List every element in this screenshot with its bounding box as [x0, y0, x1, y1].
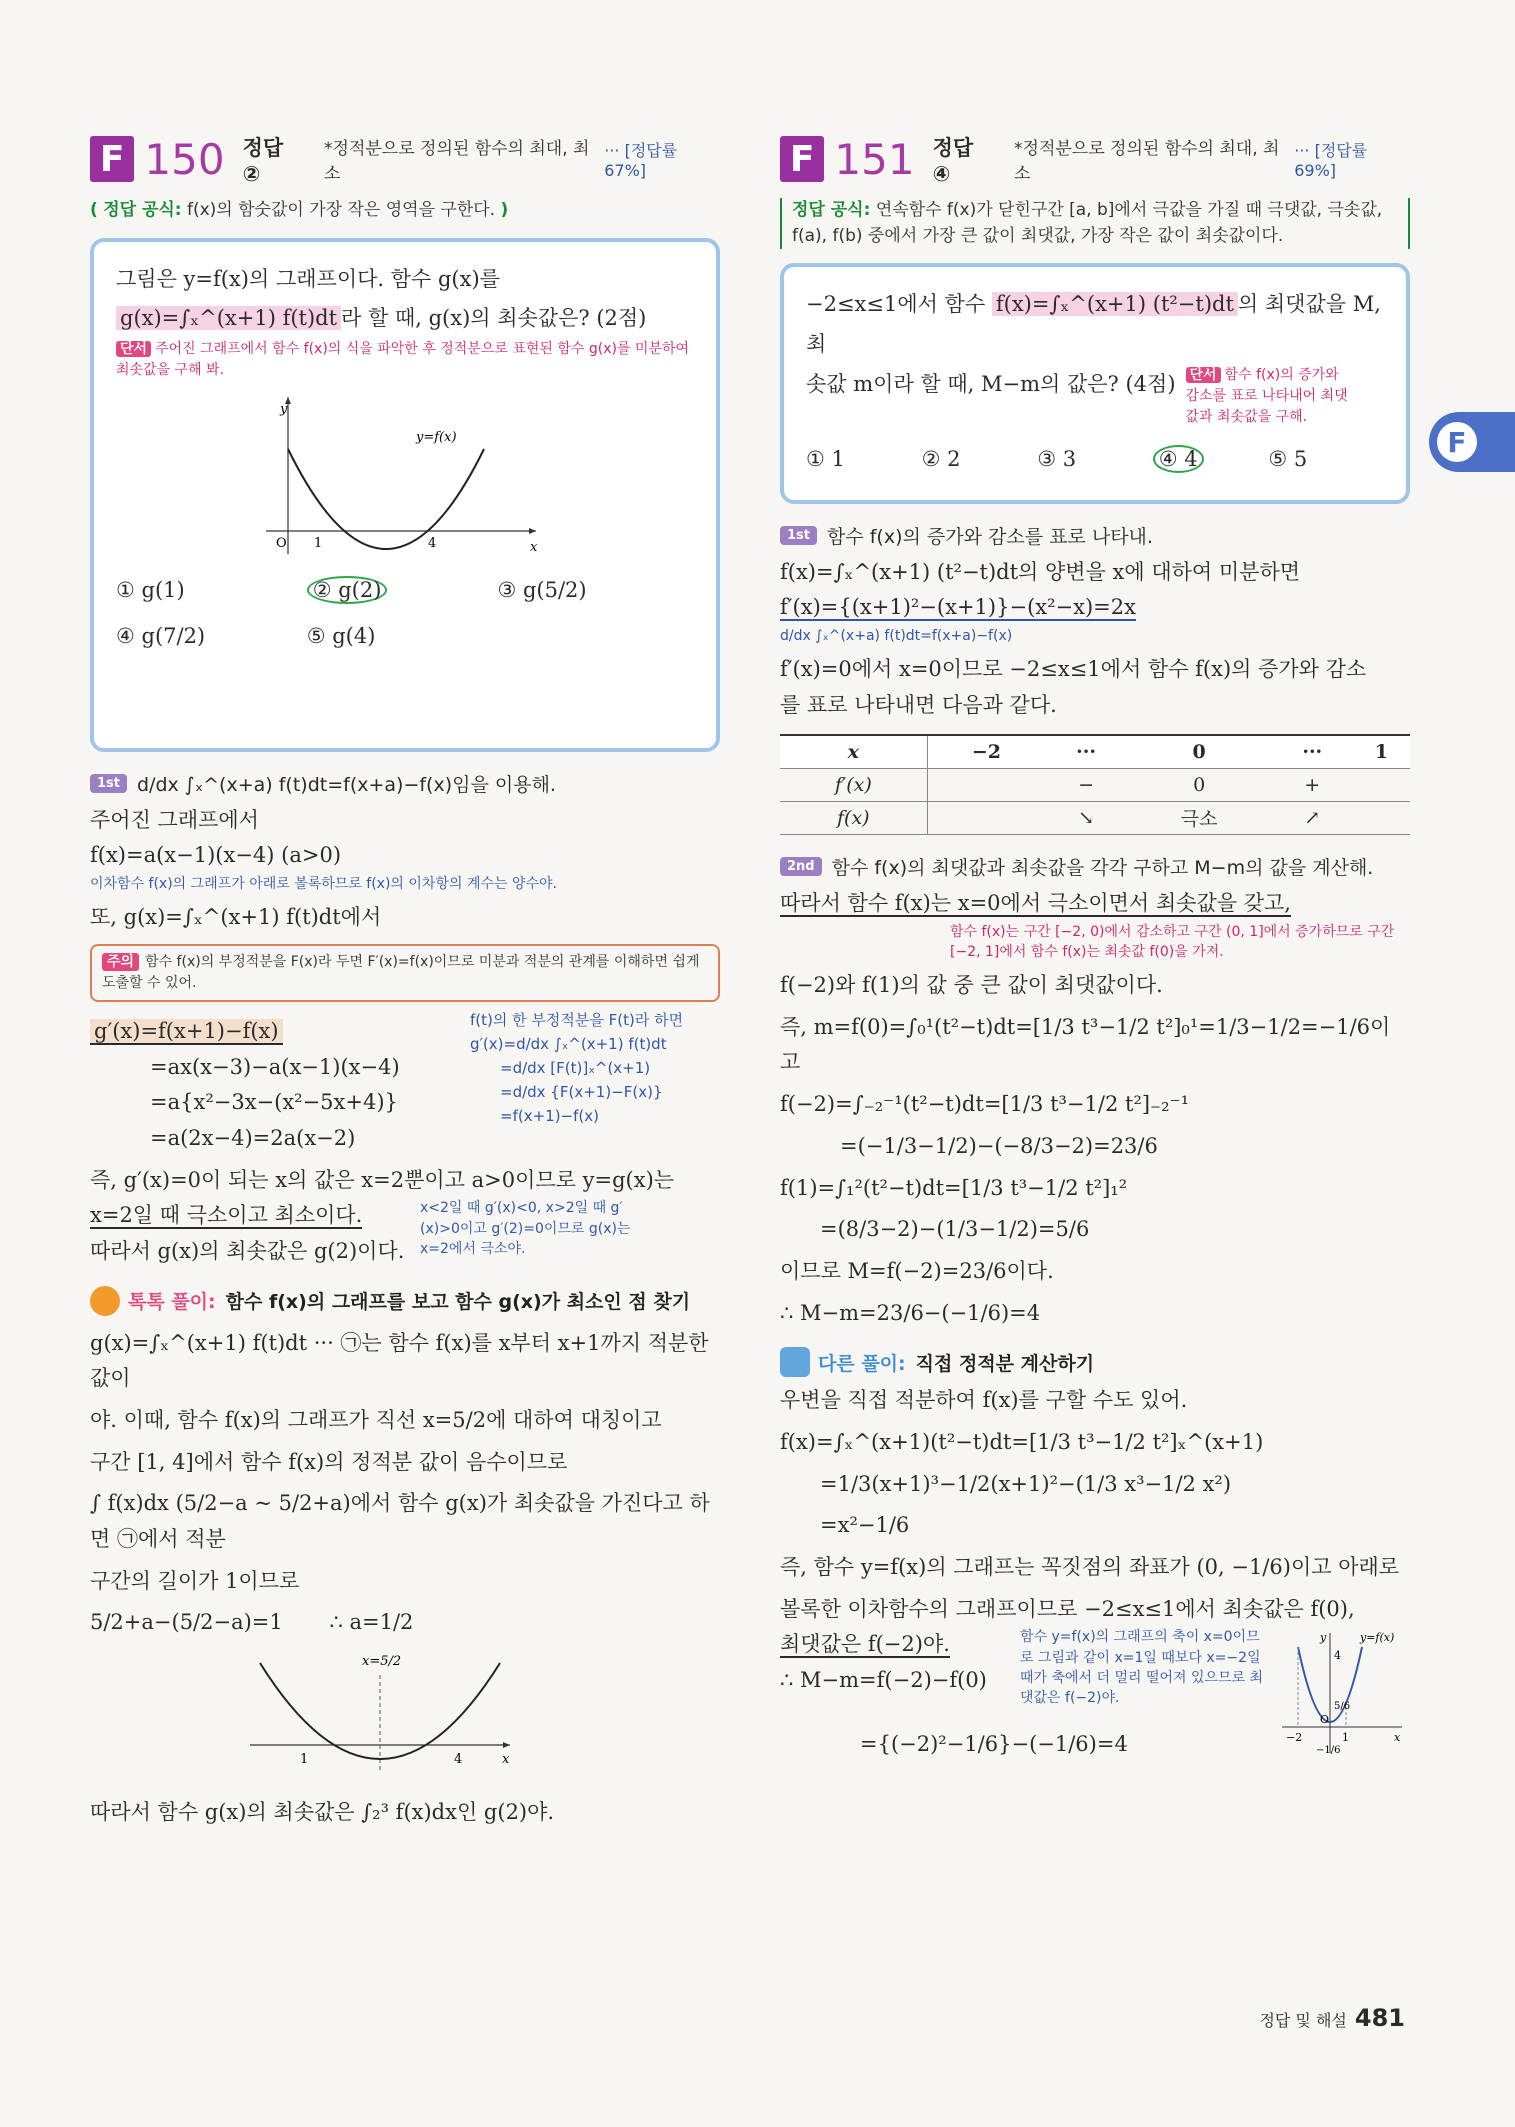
solution-line: f(−2)와 f(1)의 값 중 큰 값이 최댓값이다.	[780, 973, 1163, 998]
caution-box: 주의 함수 f(x)의 부정적분을 F(x)라 두면 F′(x)=f(x)이므로 미분과 적분의 관계를 이해하면 쉽게 도출할 수 있어.	[90, 944, 720, 1002]
question-text: 그림은 y=f(x)의 그래프이다. 함수 g(x)를 g(x)=∫ₓ^(x+1) f(t)dt 라 할 때, g(x)의 최솟값은? (2점)	[116, 266, 647, 331]
problem-150-header	[90, 130, 720, 188]
x-axis-label: x	[530, 540, 538, 556]
solution-line: 구간의 길이가 1이므로	[90, 1568, 300, 1593]
side-note: d/dx ∫ₓ^(x+a) f(t)dt=f(x+a)−f(x)	[780, 628, 1013, 645]
curve-label: y=f(x)	[416, 430, 457, 446]
answer-formula: 정답 공식: 연속함수 f(x)가 닫힌구간 [a, b]에서 극값을 가질 때 극댓값, 극솟값, f(a), f(b) 중에서 가장 큰 값이 최댓값, 가장 작은 값이 최솟값이다.	[780, 198, 1410, 249]
choice-4[interactable]: ④ g(7/2)	[116, 624, 206, 649]
solution-line: f(x)=∫ₓ^(x+1)(t²−t)dt=[1/3 t³−1/2 t²]ₓ^(x+1)	[780, 1429, 1264, 1454]
svg-text:O: O	[1320, 1713, 1330, 1727]
derivative-line: g′(x)=f(x+1)−f(x)	[90, 1019, 283, 1045]
svg-text:5/6: 5/6	[1334, 1701, 1351, 1713]
conclusion-line: 따라서 함수 g(x)의 최솟값은 ∫₂³ f(x)dx인 g(2)야.	[90, 1800, 555, 1825]
problem-150: F 150 정답 ② *정적분으로 정의된 함수의 최대, 최소 ··· [정답률 67%] ( 정답 공식: f(x)의 함숫값이 가장 작은 영역을 구한다. ) 그림은 y=f(x)의 그래프이다. 함수 g(x)를 g(x)=∫ₓ^(x+1) f(t)dt 라 할 때, g(x)의 최솟값은? (2점) 단서 주어진 그래프에서 함수 f(x)의 식을 파악한 후 정적분으로 표현된 함수 g(x)를 미분하여 최솟값을 구해 봐. y x y=f(x) O 1 4 ① g(1) ② g(2) ③ g(5/2) ④ g(7/2) ⑤ g(4) 1st d/dx ∫ₓ^(x+a) f(t)dt=f(x+a)−f(x)임을 이용해. 주어진 그래프에서 f(x)=a(x−1)(x−4) (a>0) 이차함수 f(x)의 그래프가 아래로 볼록하므로 f(x)의 이차항의 계수는 양수야. 또, g(x)=∫ₓ^(x+1) f(t)dt에서 주의 함수 f(x)의 부정적분을 F(x)라 두면 F′(x)=f(x)이므로 미분과 적분의 관계를 이해하면 쉽게 도출할 수 있어. g′(x)=f(x+1)−f(x) =ax(x−3)−a(x−1)(x−4) =a{x²−3x−(x²−5x+4)} =a(2x−4)=2a(x−2) f(t)의 한 부정적분을 F(t)라 하면 g′(x)=d/dx ∫ₓ^(x+1) f(t)dt =d/dx [F(t)]ₓ^(x+1) =d/dx {F(x+1)−F(x)} =f(x+1)−f(x) 즉, g′(x)=0이 되는 x의 값은 x=2뿐이고 a>0이므로 y=g(x)는 x=2일 때 극소이고 최소이다. 따라서 g(x)의 최솟값은 g(2)이다. x<2일 때 g′(x)<0, x>2일 때 g′(x)>0이고 g′(2)=0이므로 g(x)는 x=2에서 극소야. 톡톡 풀이: 함수 f(x)의 그래프를 보고 함수 g(x)가 최소인 점 찾기 g(x)=∫ₓ^(x+1) f(t)dt ··· ㉠는 함수 f(x)를 x부터 x+1까지 적분한 값이 야. 이때, 함수 f(x)의 그래프가 직선 x=5/2에 대하여 대칭이고 구간 [1, 4]에서 함수 f(x)의 정적분 값이 음수이므로 ∫ f(x)dx (5/2−a ~ 5/2+a)에서 함수 g(x)가 최솟값을 가진다고 하면 ㉠에서 적분 구간의 길이가 1이므로 5/2+a−(5/2−a)=1 ∴ a=1/2 x=5/2 x 1 4 따라서 함수 g(x)의 최솟값은 ∫₂³ f(x)dx인 g(2)야.	[90, 130, 720, 1831]
table-row: f(x) ↘ 극소 ↗	[780, 801, 1410, 834]
symmetry-graph	[240, 1645, 520, 1785]
hint-note: 단서 주어진 그래프에서 함수 f(x)의 식을 파악한 후 정적분으로 표현된 함수 g(x)를 미분하여 최솟값을 구해 봐.	[116, 341, 690, 379]
choice-2[interactable]: ② g(2)	[307, 567, 498, 613]
svg-text:x: x	[1394, 1731, 1401, 1745]
solution-line: 5/2+a−(5/2−a)=1 ∴ a=1/2	[90, 1610, 414, 1635]
accuracy-rate: ··· [정답률 69%]	[1294, 141, 1368, 180]
solution-line: 즉, g′(x)=0이 되는 x의 값은 x=2뿐이고 a>0이므로 y=g(x)는	[90, 1167, 675, 1192]
solution-line: 즉, m=f(0)=∫₀¹(t²−t)dt=[1/3 t³−1/2 t²]₀¹=1/3−1/2=−1/6이고	[780, 1014, 1391, 1075]
solution-line: 즉, 함수 y=f(x)의 그래프는 꼭짓점의 좌표가 (0, −1/6)이고 아래로	[780, 1555, 1400, 1580]
solution-line: f(x)=a(x−1)(x−4) (a>0)	[90, 843, 342, 868]
chapter-side-tab[interactable]: F	[1429, 412, 1515, 472]
solution-line: =x²−1/6	[820, 1513, 910, 1538]
solution-line: ∫ f(x)dx (5/2−a ~ 5/2+a)에서 함수 g(x)가 최솟값을 가진다고 하면 ㉠에서 적분	[90, 1491, 710, 1552]
conclusion-line: ={(−2)²−1/6}−(−1/6)=4	[860, 1732, 1128, 1757]
origin-label: O	[276, 536, 287, 552]
choice-3[interactable]: ③ 3	[1037, 446, 1077, 471]
svg-text:−1/6: −1/6	[1316, 1745, 1341, 1757]
chapter-badge: F	[90, 136, 134, 182]
choice-1[interactable]: ① g(1)	[116, 578, 185, 603]
tick-4: 4	[428, 536, 437, 552]
solution-line: f(1)=∫₁²(t²−t)dt=[1/3 t³−1/2 t²]₁²	[780, 1175, 1128, 1200]
question-box	[90, 238, 720, 752]
question-box: −2≤x≤1에서 함수 f(x)=∫ₓ^(x+1) (t²−t)dt 의 최댓값을 M, 최 솟값 m이라 할 때, M−m의 값은? (4점) 단서 함수 f(x)의 증가와 감소를 표로 나타내어 최댓값과 최솟값을 구해. ① 1 ② 2 ③ 3 ④ 4 ⑤ 5	[780, 263, 1410, 504]
solution-line: 우변을 직접 적분하여 f(x)를 구할 수도 있어.	[780, 1388, 1188, 1413]
derivative-line: f′(x)={(x+1)²−(x+1)}−(x²−x)=2x	[780, 595, 1136, 620]
problem-number: 151	[834, 134, 915, 184]
small-parabola-graph	[1276, 1627, 1406, 1757]
page-number: 481	[1354, 2004, 1405, 2032]
alternative-solution-header: 다른 풀이: 직접 정적분 계산하기	[780, 1347, 1410, 1377]
choices	[806, 436, 1384, 482]
tick-1: 1	[314, 536, 323, 552]
solution-line: =1/3(x+1)³−1/2(x+1)²−(1/3 x³−1/2 x²)	[820, 1471, 1232, 1496]
sign-table	[780, 734, 1410, 835]
side-note: 함수 y=f(x)의 그래프의 축이 x=0이므로 그림과 같이 x=1일 때보다 x=−2일 때가 축에서 더 멀리 떨어져 있으므로 최댓값은 f(−2)야.	[1020, 1629, 1264, 1707]
solution-line: 야. 이때, 함수 f(x)의 그래프가 직선 x=5/2에 대하여 대칭이고	[90, 1408, 662, 1433]
choice-1[interactable]: ① 1	[806, 446, 845, 471]
derivation-block: g′(x)=f(x+1)−f(x) =ax(x−3)−a(x−1)(x−4) =a{x²−3x−(x²−5x+4)} =a(2x−4)=2a(x−2) f(t)의 한 부정적분을 F(t)라 하면 g′(x)=d/dx ∫ₓ^(x+1) f(t)dt =d/dx [F(t)]ₓ^(x+1) =d/dx {F(x+1)−F(x)} =f(x+1)−f(x)	[90, 1008, 720, 1157]
problem-151-header	[780, 130, 1410, 188]
solution-line: f(−2)=∫₋₂⁻¹(t²−t)dt=[1/3 t³−1/2 t²]₋₂⁻¹	[780, 1092, 1190, 1117]
table-row: f′(x) − 0 +	[780, 768, 1410, 801]
side-note: x<2일 때 g′(x)<0, x>2일 때 g′(x)>0이고 g′(2)=0이므로 g(x)는 x=2에서 극소야.	[420, 1200, 631, 1257]
step-2nd: 2nd 함수 f(x)의 최댓값과 최솟값을 각각 구하고 M−m의 값을 계산해.	[780, 853, 1410, 880]
y-axis-label: y	[280, 402, 288, 418]
problem-151: F 151 정답 ④ *정적분으로 정의된 함수의 최대, 최소 ··· [정답률 69%] 정답 공식: 연속함수 f(x)가 닫힌구간 [a, b]에서 극값을 가질 때 극댓값, 극솟값, f(a), f(b) 중에서 가장 큰 값이 최댓값, 가장 작은 값이 최솟값이다. −2≤x≤1에서 함수 f(x)=∫ₓ^(x+1) (t²−t)dt 의 최댓값을 M, 최 솟값 m이라 할 때, M−m의 값은? (4점) 단서 함수 f(x)의 증가와 감소를 표로 나타내어 최댓값과 최솟값을 구해. ① 1 ② 2 ③ 3 ④ 4 ⑤ 5 1st 함수 f(x)의 증가와 감소를 표로 나타내. f(x)=∫ₓ^(x+1) (t²−t)dt의 양변을 x에 대하여 미분하면 f′(x)={(x+1)²−(x+1)}−(x²−x)=2x d/dx ∫ₓ^(x+a) f(t)dt=f(x+a)−f(x) f′(x)=0에서 x=0이므로 −2≤x≤1에서 함수 f(x)의 증가와 감소 를 표로 나타내면 다음과 같다. x −2 ··· 0 ··· 1 f′(x) − 0 + f(x) ↘ 극소 ↗ 2nd 함수 f(x)의 최댓값과 최솟값을 각각 구하고 M−m의 값을 계산해. 따라서 함수 f(x)는 x=0에서 극소이면서 최솟값을 갖고, 함수 f(x)는 구간 [−2, 0)에서 감소하고 구간 (0, 1]에서 증가하므로 구간 [−2, 1]에서 함수 f(x)는 최솟값 f(0)을 가져. f(−2)와 f(1)의 값 중 큰 값이 최댓값이다. 즉, m=f(0)=∫₀¹(t²−t)dt=[1/3 t³−1/2 t²]₀¹=1/3−1/2=−1/6이고 f(−2)=∫₋₂⁻¹(t²−t)dt=[1/3 t³−1/2 t²]₋₂⁻¹ =(−1/3−1/2)−(−8/3−2)=23/6 f(1)=∫₁²(t²−t)dt=[1/3 t³−1/2 t²]₁² =(8/3−2)−(1/3−1/2)=5/6 이므로 M=f(−2)=23/6이다. ∴ M−m=23/6−(−1/6)=4 다른 풀이: 직접 정적분 계산하기 우변을 직접 적분하여 f(x)를 구할 수도 있어. f(x)=∫ₓ^(x+1)(t²−t)dt=[1/3 t³−1/2 t²]ₓ^(x+1) =1/3(x+1)³−1/2(x+1)²−(1/3 x³−1/2 x²) =x²−1/6 즉, 함수 y=f(x)의 그래프는 꼭짓점의 좌표가 (0, −1/6)이고 아래로 볼록한 이차함수의 그래프이므로 −2≤x≤1에서 최솟값은 f(0), 최댓값은 f(−2)야. ∴ M−m=f(−2)−f(0) 함수 y=f(x)의 그래프의 축이 x=0이므로 그림과 같이 x=1일 때보다 x=−2일 때가 축에서 더 멀리 떨어져 있으므로 최댓값은 f(−2)야. y y=f(x) 4 5/6 O −2 1 −1/6 x ={(−2)²−1/6}−(−1/6)=4	[780, 130, 1410, 1763]
step-1st: 1st d/dx ∫ₓ^(x+a) f(t)dt=f(x+a)−f(x)임을 이용해.	[90, 770, 720, 797]
solution-line: g(x)=∫ₓ^(x+1) f(t)dt ··· ㉠는 함수 f(x)를 x부터 x+1까지 적분한 값이	[90, 1330, 709, 1391]
solution-line: 주어진 그래프에서	[90, 807, 259, 832]
choice-5[interactable]: ⑤ 5	[1268, 446, 1308, 471]
choice-3[interactable]: ③ g(5/2)	[497, 578, 587, 603]
parabola-graph	[246, 389, 546, 559]
svg-text:4: 4	[1334, 1649, 1341, 1663]
answer-label: 정답 ④	[932, 136, 974, 186]
solution-line: 이므로 M=f(−2)=23/6이다.	[780, 1258, 1054, 1283]
conclusion-line: ∴ M−m=23/6−(−1/6)=4	[780, 1300, 1041, 1325]
chapter-badge: F	[780, 136, 824, 182]
tick-4: 4	[454, 1752, 463, 1768]
lightbulb-icon	[90, 1286, 120, 1316]
solution-line: f′(x)=0에서 x=0이므로 −2≤x≤1에서 함수 f(x)의 증가와 감소	[780, 657, 1367, 682]
topic-label: *정적분으로 정의된 함수의 최대, 최소	[1014, 139, 1280, 184]
solution-line: 를 표로 나타내면 다음과 같다.	[780, 693, 1057, 718]
choice-5[interactable]: ⑤ g(4)	[306, 624, 376, 649]
problem-number: 150	[144, 134, 225, 184]
choice-2[interactable]: ② 2	[921, 446, 961, 471]
tick-1: 1	[300, 1752, 309, 1768]
footer-label: 정답 및 해설	[1259, 2011, 1347, 2030]
side-note: 이차함수 f(x)의 그래프가 아래로 볼록하므로 f(x)의 이차항의 계수는 양수야.	[90, 875, 557, 892]
answer-label: 정답 ②	[242, 136, 284, 186]
solution-line: f(x)=∫ₓ^(x+1) (t²−t)dt의 양변을 x에 대하여 미분하면	[780, 559, 1301, 584]
answer-formula: ( 정답 공식: f(x)의 함숫값이 가장 작은 영역을 구한다. )	[90, 200, 509, 220]
solution-line: 구간 [1, 4]에서 함수 f(x)의 정적분 값이 음수이므로	[90, 1449, 568, 1474]
solution-line: 또, g(x)=∫ₓ^(x+1) f(t)dt에서	[90, 905, 382, 930]
solution-line: =(8/3−2)−(1/3−1/2)=5/6	[820, 1217, 1090, 1242]
hand-icon	[780, 1347, 810, 1377]
svg-text:−2: −2	[1286, 1731, 1303, 1745]
page-footer	[1259, 2004, 1405, 2032]
choice-4[interactable]: ④ 4	[1153, 436, 1269, 482]
hint-note: 단서 함수 f(x)의 증가와 감소를 표로 나타내어 최댓값과 최솟값을 구해.	[1185, 366, 1348, 425]
quick-solution-header: 톡톡 풀이: 함수 f(x)의 그래프를 보고 함수 g(x)가 최소인 점 찾기	[90, 1286, 720, 1316]
x-axis-label: x	[502, 1752, 510, 1768]
axis-label: x=5/2	[362, 1654, 402, 1670]
question-text: −2≤x≤1에서 함수 f(x)=∫ₓ^(x+1) (t²−t)dt 의 최댓값을 M, 최	[806, 292, 1381, 356]
svg-text:y=f(x): y=f(x)	[1360, 1631, 1395, 1645]
choices	[116, 567, 694, 659]
solution-line: 볼록한 이차함수의 그래프이므로 −2≤x≤1에서 최솟값은 f(0),	[780, 1596, 1355, 1621]
svg-text:y: y	[1320, 1631, 1327, 1645]
svg-text:1: 1	[1342, 1731, 1349, 1745]
antiderivative-note: f(t)의 한 부정적분을 F(t)라 하면 g′(x)=d/dx ∫ₓ^(x+1) f(t)dt =d/dx [F(t)]ₓ^(x+1) =d/dx {F(x+1)−F(x)} =f(x+1)−f(x)	[470, 1010, 684, 1125]
side-note: 함수 f(x)는 구간 [−2, 0)에서 감소하고 구간 (0, 1]에서 증가하므로 구간 [−2, 1]에서 함수 f(x)는 최솟값 f(0)을 가져.	[950, 923, 1395, 960]
solution-line: =(−1/3−1/2)−(−8/3−2)=23/6	[840, 1133, 1158, 1158]
accuracy-rate: ··· [정답률 67%]	[604, 141, 678, 180]
topic-label: *정적분으로 정의된 함수의 최대, 최소	[324, 139, 590, 184]
step-1st: 1st 함수 f(x)의 증가와 감소를 표로 나타내.	[780, 522, 1410, 549]
table-row: x −2 ··· 0 ··· 1	[780, 735, 1410, 769]
